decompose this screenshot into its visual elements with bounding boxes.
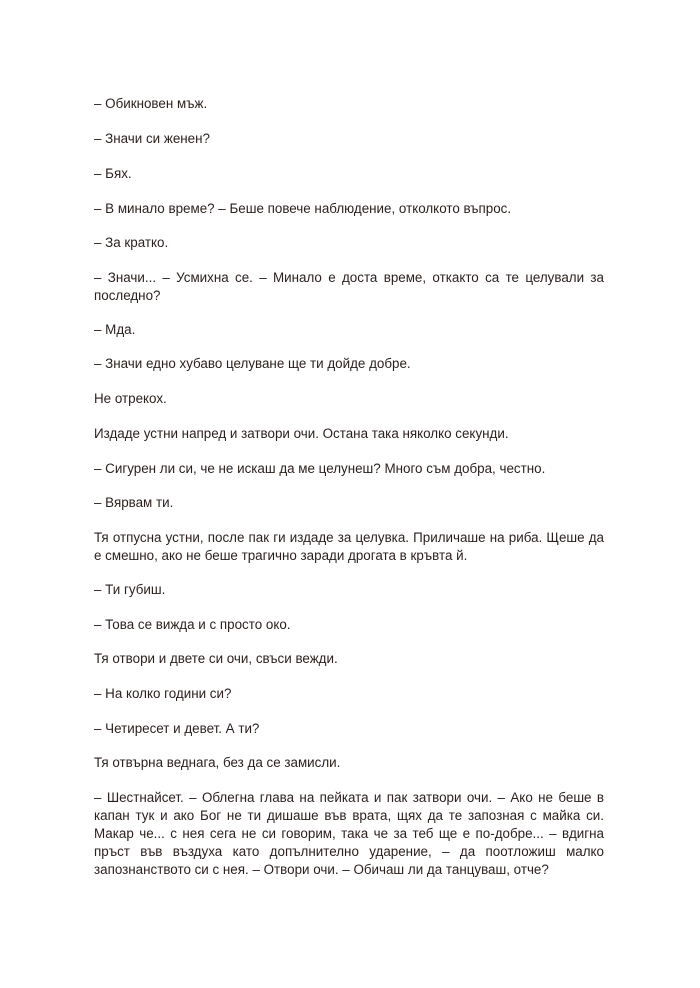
paragraph-17: [94, 685, 604, 703]
paragraph-1: [94, 95, 604, 113]
paragraph-text: Тя отвърна веднага, без да се замисли.: [94, 755, 341, 770]
paragraph-8: [94, 355, 604, 373]
paragraph-text: Не отрекох.: [94, 391, 167, 406]
paragraph-text: – Значи си женен?: [94, 131, 210, 146]
paragraph-7: [94, 321, 604, 339]
paragraph-3: [94, 165, 604, 183]
paragraph-15: [94, 616, 604, 634]
paragraph-text: – Вярвам ти.: [94, 495, 174, 510]
paragraph-19: [94, 754, 604, 772]
paragraph-text: – Сигурен ли си, че не искаш да ме целунеш? Много съм добра, честно.: [94, 461, 546, 476]
paragraph-13: [94, 529, 604, 565]
paragraph-text: – Мда.: [94, 322, 136, 337]
paragraph-text: – Ти губиш.: [94, 582, 166, 597]
paragraph-10: [94, 425, 604, 443]
paragraph-text: – Бях.: [94, 166, 132, 181]
paragraph-2: [94, 130, 604, 148]
paragraph-6: [94, 269, 604, 305]
paragraph-text: Тя отвори и двете си очи, свъси вежди.: [94, 651, 338, 666]
paragraph-20: [94, 789, 604, 879]
paragraph-5: [94, 234, 604, 252]
paragraph-text: – На колко години си?: [94, 686, 232, 701]
paragraph-12: [94, 494, 604, 512]
paragraph-text: Издаде устни напред и затвори очи. Остана така няколко секунди.: [94, 426, 509, 441]
paragraph-text: – Четиресет и девет. А ти?: [94, 721, 260, 736]
paragraph-text: – В минало време? – Беше повече наблюдение, отколкото въпрос.: [94, 201, 512, 216]
paragraph-16: [94, 650, 604, 668]
paragraph-4: [94, 200, 604, 218]
paragraph-11: [94, 460, 604, 478]
paragraph-text: – Обикновен мъж.: [94, 96, 208, 111]
paragraph-14: [94, 581, 604, 599]
paragraph-text: Тя отпусна устни, после пак ги издаде за целувка. Приличаше на риба. Щеше да е смешно, ако не беше трагично заради дрогата в кръвта й.: [94, 530, 604, 563]
paragraph-text: – За кратко.: [94, 235, 169, 250]
paragraph-text: – Значи... – Усмихна се. – Минало е доста време, откакто са те целували за последно?: [94, 270, 604, 303]
paragraph-text: – Това се вижда и с просто око.: [94, 617, 291, 632]
paragraph-18: [94, 720, 604, 738]
paragraph-9: [94, 390, 604, 408]
paragraph-text: – Шестнайсет. – Облегна глава на пейката и пак затвори очи. – Ако не беше в капан тук и ако Бог не ти дишаше във врата, щях да те запозная с майка си. Макар че... с нея сега не си говорим, така че за теб ще е по-добре... – вдигна пръст във въздуха като допълнително ударение, – да поотложиш малко запознанството си с нея. – Отвори очи. – Обичаш ли да танцуваш, отче?: [94, 790, 604, 877]
paragraph-text: – Значи едно хубаво целуване ще ти дойде добре.: [94, 356, 411, 371]
